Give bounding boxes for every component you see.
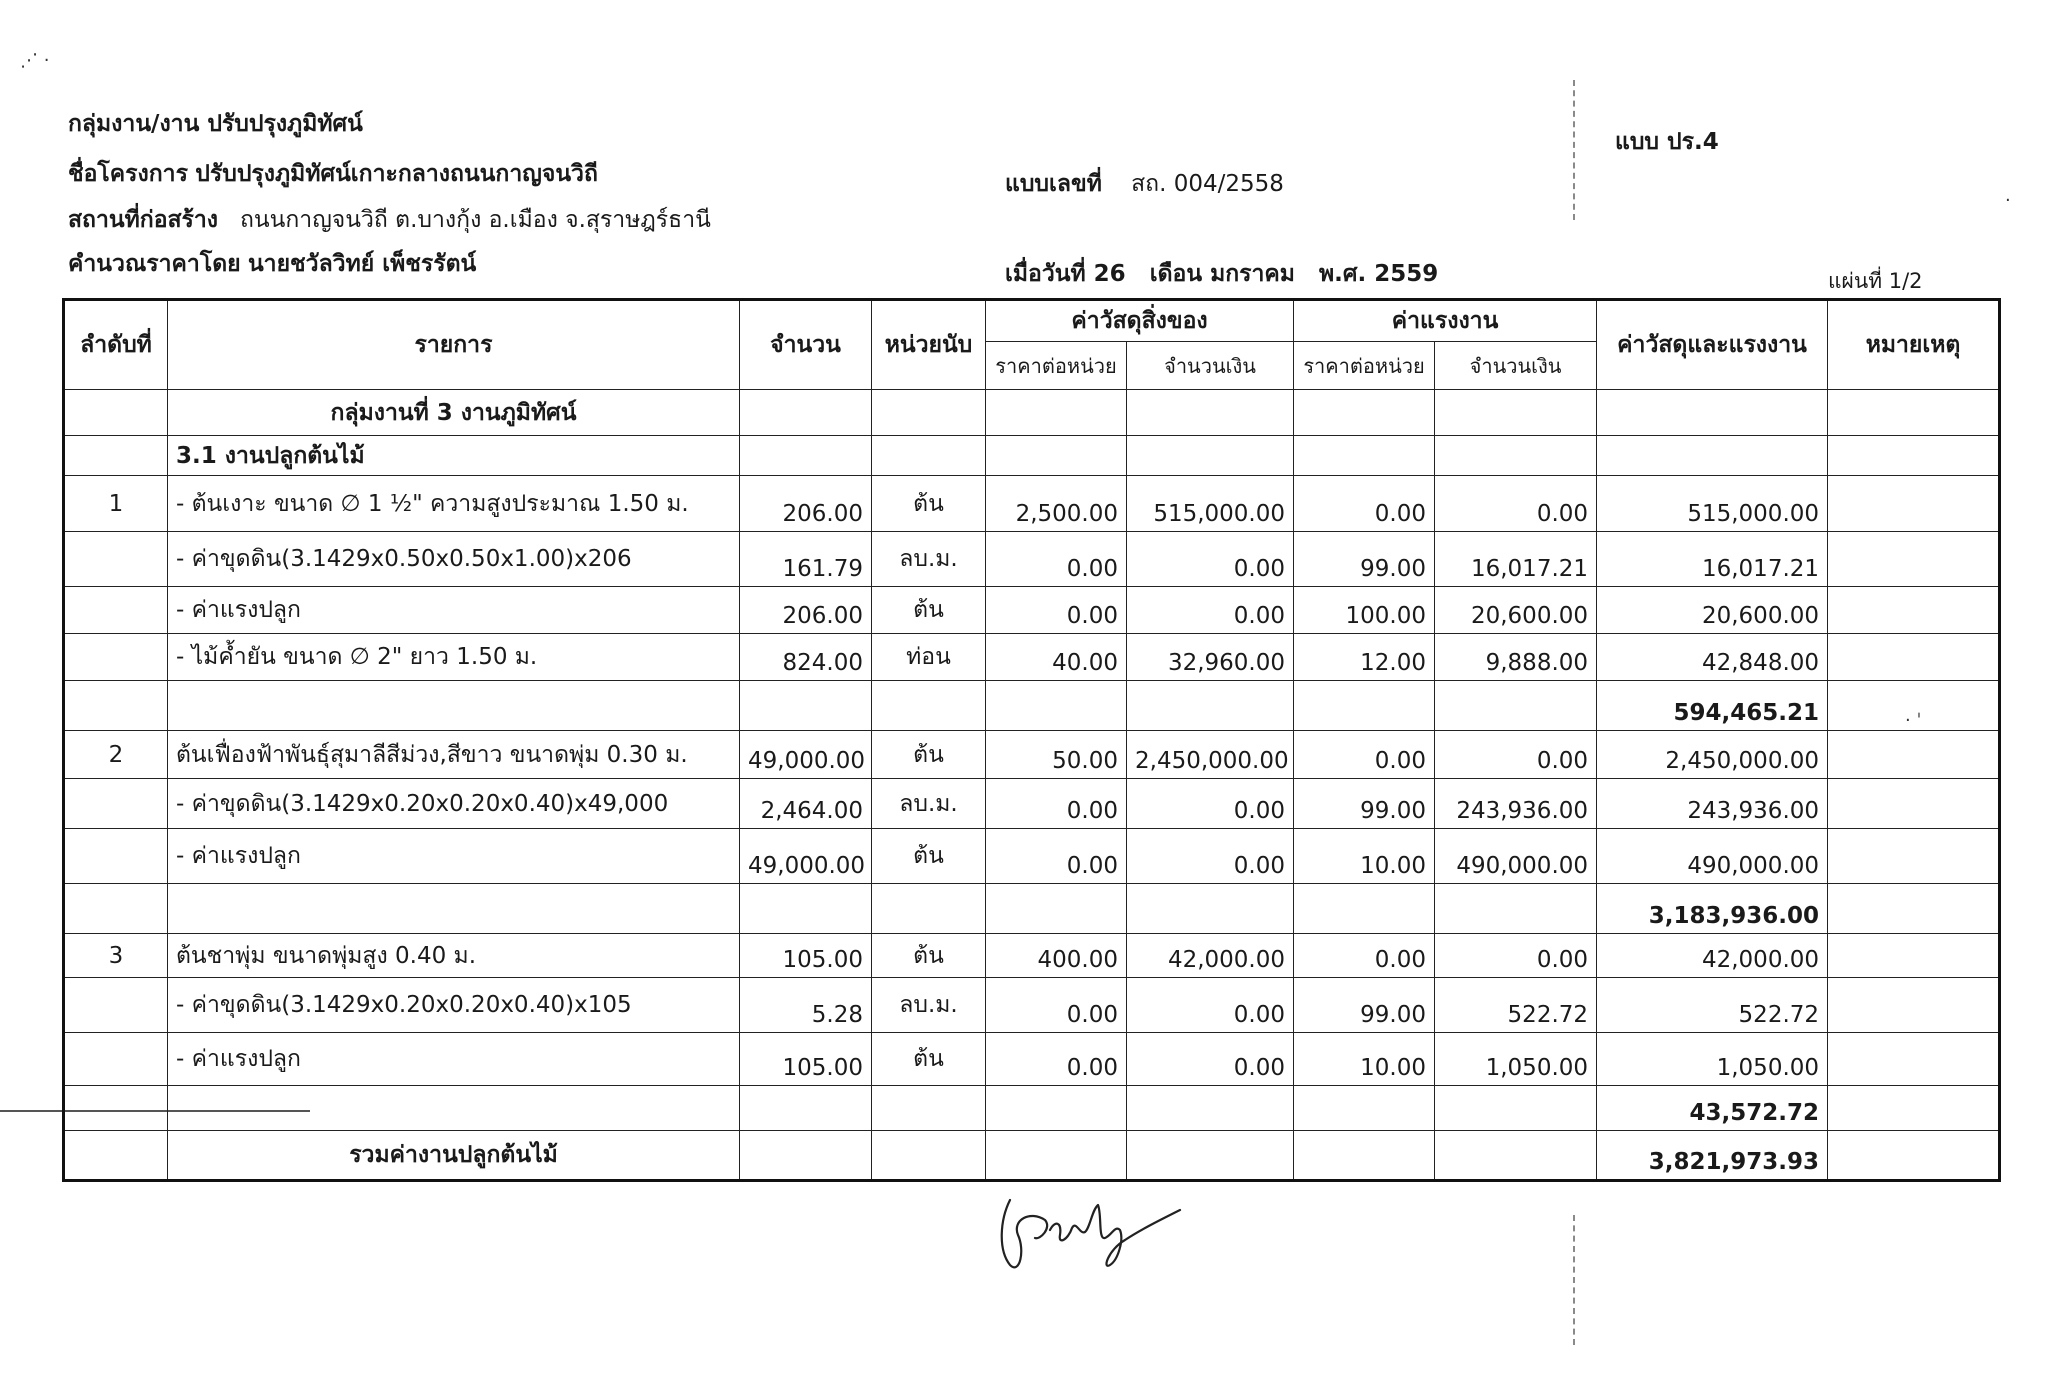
table-row bbox=[64, 532, 2000, 587]
row-total: 1,050.00 bbox=[1597, 1033, 1828, 1086]
row-remark bbox=[1828, 934, 2000, 978]
row-remark bbox=[1828, 978, 2000, 1033]
row-material-price: 0.00 bbox=[986, 829, 1127, 884]
row-total: 42,000.00 bbox=[1597, 934, 1828, 978]
date-label: เมื่อวันที่ bbox=[1005, 261, 1086, 287]
row-material-amount: 0.00 bbox=[1127, 587, 1294, 634]
row-total: 515,000.00 bbox=[1597, 476, 1828, 532]
row-labor-amount: 0.00 bbox=[1435, 731, 1597, 779]
col-material-amount: จำนวนเงิน bbox=[1127, 342, 1294, 390]
scan-speck: ⋰ · bbox=[20, 50, 50, 71]
row-material-price: 40.00 bbox=[986, 634, 1127, 681]
estimator-name: นายชวัลวิทย์ เพ็ชรรัตน์ bbox=[247, 251, 477, 277]
scan-speck: · bbox=[2005, 190, 2011, 211]
row-unit: ต้น bbox=[872, 731, 986, 779]
row-labor-price: 100.00 bbox=[1294, 587, 1435, 634]
row-qty: 206.00 bbox=[740, 587, 872, 634]
row-qty: 161.79 bbox=[740, 532, 872, 587]
row-item: ต้นชาพุ่ม ขนาดพุ่มสูง 0.40 ม. bbox=[168, 934, 740, 978]
row-no: 3 bbox=[64, 934, 168, 978]
row-unit: ท่อน bbox=[872, 634, 986, 681]
row-labor-amount: 243,936.00 bbox=[1435, 779, 1597, 829]
header-divider bbox=[1573, 80, 1575, 220]
row-item: ต้นเฟื่องฟ้าพันธุ์สุมาลีสีม่วง,สีขาว ขนาดพุ่ม 0.30 ม. bbox=[168, 731, 740, 779]
group-title: กลุ่มงานที่ 3 งานภูมิทัศน์ bbox=[168, 390, 740, 436]
table-row bbox=[64, 587, 2000, 634]
row-labor-price: 99.00 bbox=[1294, 532, 1435, 587]
row-no bbox=[64, 829, 168, 884]
row-no bbox=[64, 1033, 168, 1086]
row-no bbox=[64, 532, 168, 587]
col-material-unit-price: ราคาต่อหน่วย bbox=[986, 342, 1127, 390]
row-labor-amount: 522.72 bbox=[1435, 978, 1597, 1033]
estimator-label: คำนวณราคาโดย bbox=[68, 251, 241, 277]
row-remark bbox=[1828, 731, 2000, 779]
row-total: 243,936.00 bbox=[1597, 779, 1828, 829]
row-qty: 206.00 bbox=[740, 476, 872, 532]
col-remark: หมายเหตุ bbox=[1828, 300, 2000, 390]
row-labor-price: 10.00 bbox=[1294, 829, 1435, 884]
row-labor-price: 10.00 bbox=[1294, 1033, 1435, 1086]
row-material-price: 50.00 bbox=[986, 731, 1127, 779]
row-total: 16,017.21 bbox=[1597, 532, 1828, 587]
col-total: ค่าวัสดุและแรงงาน bbox=[1597, 300, 1828, 390]
row-material-price: 400.00 bbox=[986, 934, 1127, 978]
row-labor-price: 12.00 bbox=[1294, 634, 1435, 681]
estimator-line bbox=[68, 246, 476, 282]
subtotal-row bbox=[64, 884, 2000, 934]
date-year: 2559 bbox=[1374, 261, 1439, 287]
row-total: 2,450,000.00 bbox=[1597, 731, 1828, 779]
date-line bbox=[1005, 256, 1438, 292]
group-title-row bbox=[64, 390, 2000, 436]
row-item: - ไม้ค้ำยัน ขนาด ∅ 2" ยาว 1.50 ม. bbox=[168, 634, 740, 681]
row-no bbox=[64, 634, 168, 681]
row-qty: 49,000.00 bbox=[740, 829, 872, 884]
project-line bbox=[68, 156, 598, 192]
col-labor-amount: จำนวนเงิน bbox=[1435, 342, 1597, 390]
row-labor-price: 0.00 bbox=[1294, 934, 1435, 978]
year-label: พ.ศ. bbox=[1319, 261, 1367, 287]
subsection-title: 3.1 งานปลูกต้นไม้ bbox=[168, 436, 740, 476]
month-label: เดือน bbox=[1149, 261, 1203, 287]
row-no bbox=[64, 779, 168, 829]
col-unit: หน่วยนับ bbox=[872, 300, 986, 390]
col-qty: จำนวน bbox=[740, 300, 872, 390]
table-row bbox=[64, 1033, 2000, 1086]
row-material-price: 0.00 bbox=[986, 587, 1127, 634]
row-qty: 105.00 bbox=[740, 934, 872, 978]
row-labor-price: 99.00 bbox=[1294, 978, 1435, 1033]
row-labor-price: 0.00 bbox=[1294, 476, 1435, 532]
row-labor-amount: 0.00 bbox=[1435, 476, 1597, 532]
table-row bbox=[64, 978, 2000, 1033]
row-material-amount: 0.00 bbox=[1127, 978, 1294, 1033]
project-name: ปรับปรุงภูมิทัศน์เกาะกลางถนนกาญจนวิถี bbox=[195, 161, 598, 187]
grand-total-value: 3,821,973.93 bbox=[1597, 1131, 1828, 1181]
row-labor-amount: 16,017.21 bbox=[1435, 532, 1597, 587]
table-row bbox=[64, 634, 2000, 681]
row-qty: 2,464.00 bbox=[740, 779, 872, 829]
row-item: - ค่าแรงปลูก bbox=[168, 587, 740, 634]
row-item: - ค่าแรงปลูก bbox=[168, 829, 740, 884]
row-unit: ต้น bbox=[872, 934, 986, 978]
row-labor-amount: 20,600.00 bbox=[1435, 587, 1597, 634]
row-remark bbox=[1828, 634, 2000, 681]
site-value: ถนนกาญจนวิถี ต.บางกุ้ง อ.เมือง จ.สุราษฎร์ธานี bbox=[239, 207, 711, 233]
table-row bbox=[64, 779, 2000, 829]
work-group: กลุ่มงาน/งาน ปรับปรุงภูมิทัศน์ bbox=[68, 111, 363, 137]
col-labor: ค่าแรงงาน bbox=[1294, 300, 1597, 342]
cost-estimate-table bbox=[62, 298, 2001, 1182]
row-remark bbox=[1828, 476, 2000, 532]
row-labor-amount: 1,050.00 bbox=[1435, 1033, 1597, 1086]
row-material-price: 2,500.00 bbox=[986, 476, 1127, 532]
row-material-amount: 2,450,000.00 bbox=[1127, 731, 1294, 779]
row-unit: ต้น bbox=[872, 1033, 986, 1086]
row-labor-amount: 0.00 bbox=[1435, 934, 1597, 978]
form-number-line bbox=[1005, 166, 1284, 202]
row-unit: ลบ.ม. bbox=[872, 779, 986, 829]
row-material-price: 0.00 bbox=[986, 978, 1127, 1033]
row-remark bbox=[1828, 779, 2000, 829]
row-total: 522.72 bbox=[1597, 978, 1828, 1033]
subtotal-row bbox=[64, 1086, 2000, 1131]
grand-total-label: รวมค่างานปลูกต้นไม้ bbox=[168, 1131, 740, 1181]
date-month: มกราคม bbox=[1210, 261, 1295, 287]
table-row bbox=[64, 934, 2000, 978]
row-qty: 49,000.00 bbox=[740, 731, 872, 779]
row-no bbox=[64, 978, 168, 1033]
row-item: - ต้นเงาะ ขนาด ∅ 1 ¹⁄₂" ความสูงประมาณ 1.50 ม. bbox=[168, 476, 740, 532]
subtotal-value: 3,183,936.00 bbox=[1597, 884, 1828, 934]
row-item: - ค่าขุดดิน(3.1429x0.20x0.20x0.40)x49,000 bbox=[168, 779, 740, 829]
row-labor-amount: 9,888.00 bbox=[1435, 634, 1597, 681]
sheet-number: แผ่นที่ 1/2 bbox=[1828, 269, 1923, 293]
row-no bbox=[64, 587, 168, 634]
form-number-label: แบบเลขที่ bbox=[1005, 171, 1102, 197]
row-item: - ค่าแรงปลูก bbox=[168, 1033, 740, 1086]
row-material-amount: 0.00 bbox=[1127, 532, 1294, 587]
date-day: 26 bbox=[1093, 261, 1126, 287]
site-label: สถานที่ก่อสร้าง bbox=[68, 207, 219, 233]
row-no: 2 bbox=[64, 731, 168, 779]
row-material-price: 0.00 bbox=[986, 532, 1127, 587]
row-material-amount: 0.00 bbox=[1127, 779, 1294, 829]
row-no: 1 bbox=[64, 476, 168, 532]
row-remark bbox=[1828, 829, 2000, 884]
row-material-amount: 32,960.00 bbox=[1127, 634, 1294, 681]
row-qty: 5.28 bbox=[740, 978, 872, 1033]
row-unit: ลบ.ม. bbox=[872, 532, 986, 587]
row-total: 490,000.00 bbox=[1597, 829, 1828, 884]
row-item: - ค่าขุดดิน(3.1429x0.20x0.20x0.40)x105 bbox=[168, 978, 740, 1033]
row-unit: ต้น bbox=[872, 587, 986, 634]
row-material-amount: 0.00 bbox=[1127, 1033, 1294, 1086]
row-material-price: 0.00 bbox=[986, 779, 1127, 829]
subtotal-value: 43,572.72 bbox=[1597, 1086, 1828, 1131]
row-material-amount: 0.00 bbox=[1127, 829, 1294, 884]
row-material-amount: 42,000.00 bbox=[1127, 934, 1294, 978]
col-material: ค่าวัสดุสิ่งของ bbox=[986, 300, 1294, 342]
row-remark bbox=[1828, 532, 2000, 587]
row-qty: 824.00 bbox=[740, 634, 872, 681]
grand-total-row bbox=[64, 1131, 2000, 1181]
row-labor-price: 99.00 bbox=[1294, 779, 1435, 829]
col-labor-unit-price: ราคาต่อหน่วย bbox=[1294, 342, 1435, 390]
row-labor-price: 0.00 bbox=[1294, 731, 1435, 779]
form-number: สถ. 004/2558 bbox=[1131, 171, 1284, 197]
project-label: ชื่อโครงการ bbox=[68, 161, 188, 187]
row-total: 20,600.00 bbox=[1597, 587, 1828, 634]
footer-divider bbox=[1573, 1215, 1575, 1345]
row-qty: 105.00 bbox=[740, 1033, 872, 1086]
subsection-row bbox=[64, 436, 2000, 476]
row-total: 42,848.00 bbox=[1597, 634, 1828, 681]
table-row bbox=[64, 476, 2000, 532]
table-row bbox=[64, 731, 2000, 779]
form-type: แบบ ปร.4 bbox=[1615, 129, 1719, 155]
subtotal-value: 594,465.21 bbox=[1597, 681, 1828, 731]
row-unit: ต้น bbox=[872, 476, 986, 532]
row-material-amount: 515,000.00 bbox=[1127, 476, 1294, 532]
col-no: ลำดับที่ bbox=[64, 300, 168, 390]
row-unit: ลบ.ม. bbox=[872, 978, 986, 1033]
scan-speck: · ˈ bbox=[1905, 710, 1922, 731]
row-remark bbox=[1828, 1033, 2000, 1086]
subtotal-row bbox=[64, 681, 2000, 731]
signature bbox=[990, 1180, 1190, 1290]
site-line bbox=[68, 202, 711, 238]
row-unit: ต้น bbox=[872, 829, 986, 884]
row-remark bbox=[1828, 587, 2000, 634]
table-row bbox=[64, 829, 2000, 884]
row-labor-amount: 490,000.00 bbox=[1435, 829, 1597, 884]
col-item: รายการ bbox=[168, 300, 740, 390]
row-item: - ค่าขุดดิน(3.1429x0.50x0.50x1.00)x206 bbox=[168, 532, 740, 587]
row-material-price: 0.00 bbox=[986, 1033, 1127, 1086]
